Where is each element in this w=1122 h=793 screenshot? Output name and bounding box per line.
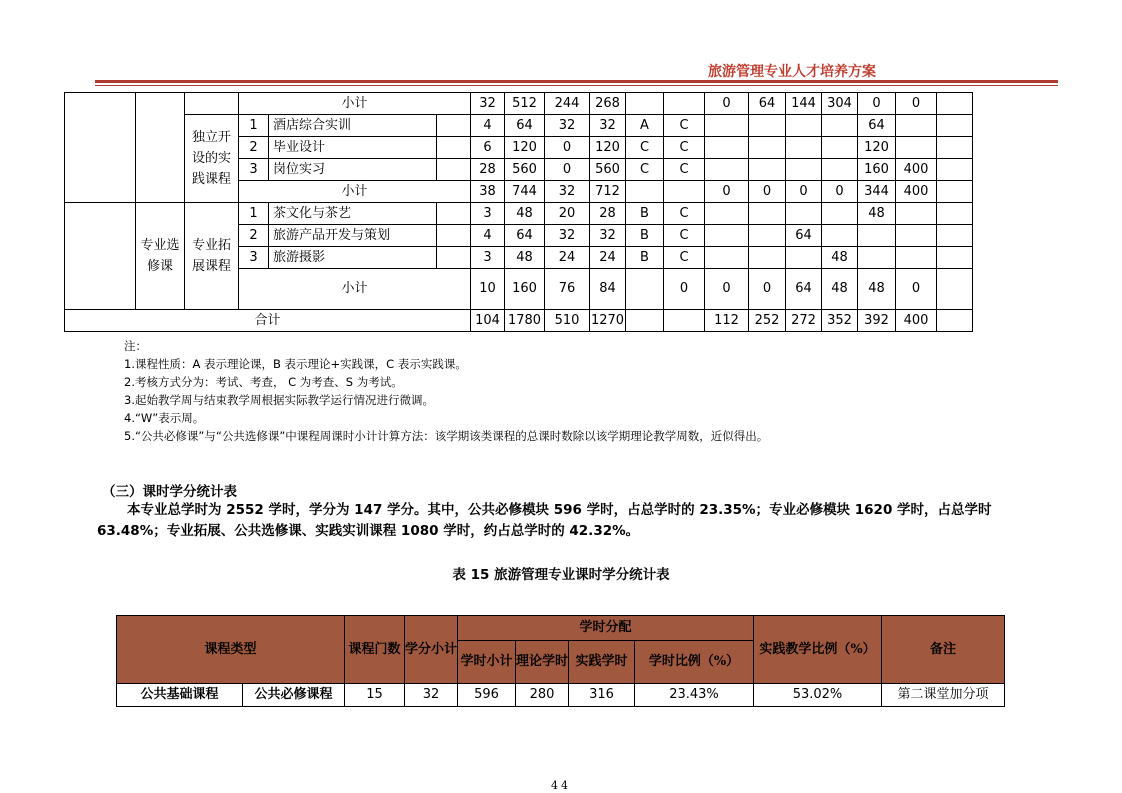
- table-row-total: 合计 104 1780 510 1270 112 252 272 352 392 400: [65, 310, 1086, 332]
- table-row: 小计 38 744 32 712 0 0 0 0 344 400: [65, 181, 1086, 203]
- header-course-count: 课程门数: [345, 616, 405, 684]
- table-caption: 表 15 旅游管理专业课时学分统计表: [452, 567, 670, 583]
- group-label-extension: 专业拓展课程: [185, 203, 239, 310]
- group-label-elective: 专业选修课: [136, 203, 185, 310]
- table-row: 2 毕业设计 6 120 0 120 C C 120: [65, 137, 1086, 159]
- table-row: 小计 10 160 76 84 0 0 0 64 48 48 0: [65, 269, 1086, 310]
- header-credit-subtotal: 学分小计: [405, 616, 458, 684]
- note-item: 3.起始教学周与结束教学周根据实际教学运行情况进行微调。: [124, 393, 434, 407]
- table-row: 独立开设的实践课程 1 酒店综合实训 4 64 32 32 A C 64: [65, 115, 1086, 137]
- header-course-type: 课程类型: [117, 616, 345, 684]
- note-item: 5.“公共必修课”与“公共选修课”中课程周课时小计计算方法：该学期该类课程的总课时数除以该学期理论教学周数，近似得出。: [124, 429, 769, 443]
- header-remark: 备注: [882, 616, 1005, 684]
- notes-title: 注：: [124, 339, 147, 353]
- header-hours-distribution: 学时分配: [458, 616, 754, 641]
- note-item: 1.课程性质：A 表示理论课，B 表示理论+实践课，C 表示实践课。: [124, 357, 467, 371]
- table-row: 3 岗位实习 28 560 0 560 C C 160 400: [65, 159, 1086, 181]
- document-header-title: 旅游管理专业人才培养方案: [708, 64, 876, 80]
- header-practice-hours: 实践学时: [569, 641, 635, 684]
- page-number: 44: [551, 779, 571, 792]
- curriculum-table: [64, 92, 1086, 332]
- table-row: 3 旅游摄影 3 48 24 24 B C 48: [65, 247, 1086, 269]
- note-item: 4.“W”表示周。: [124, 411, 205, 425]
- header-hours-subtotal: 学时小计: [458, 641, 516, 684]
- table-notes: [124, 337, 768, 445]
- table-row: 2 旅游产品开发与策划 4 64 32 32 B C 64: [65, 225, 1086, 247]
- header-hours-ratio: 学时比例（%）: [635, 641, 754, 684]
- header-rule-thick: [95, 80, 1058, 83]
- table-row: 小计 32 512 244 268 0 64 144 304 0 0: [65, 93, 1086, 115]
- header-theory-hours: 理论学时: [516, 641, 569, 684]
- hours-credits-table: [116, 615, 1005, 707]
- table-row: 公共基础课程 公共必修课程 15 32 596 280 316 23.43% 53.02% 第二课堂加分项: [117, 684, 1005, 707]
- section-heading: （三）课时学分统计表: [102, 484, 237, 500]
- header-practice-ratio: 实践教学比例（%）: [754, 616, 882, 684]
- group-label-independent: 独立开设的实践课程: [185, 115, 239, 203]
- table-row: 专业选修课 专业拓展课程 1 茶文化与茶艺 3 48 20 28 B C 48: [65, 203, 1086, 225]
- header-rule-thin: [95, 85, 1058, 86]
- section-paragraph: 本专业总学时为 2552 学时，学分为 147 学分。其中，公共必修模块 596 学时，占总学时的 23.35%；专业必修模块 1620 学时，占总学时 63.48%；专业拓展、公共选修课、实践实训课程 1080 学时，约占总学时的 42.32%。: [97, 502, 992, 539]
- note-item: 2.考核方式分为：考试、考查， C 为考查、S 为考试。: [124, 375, 403, 389]
